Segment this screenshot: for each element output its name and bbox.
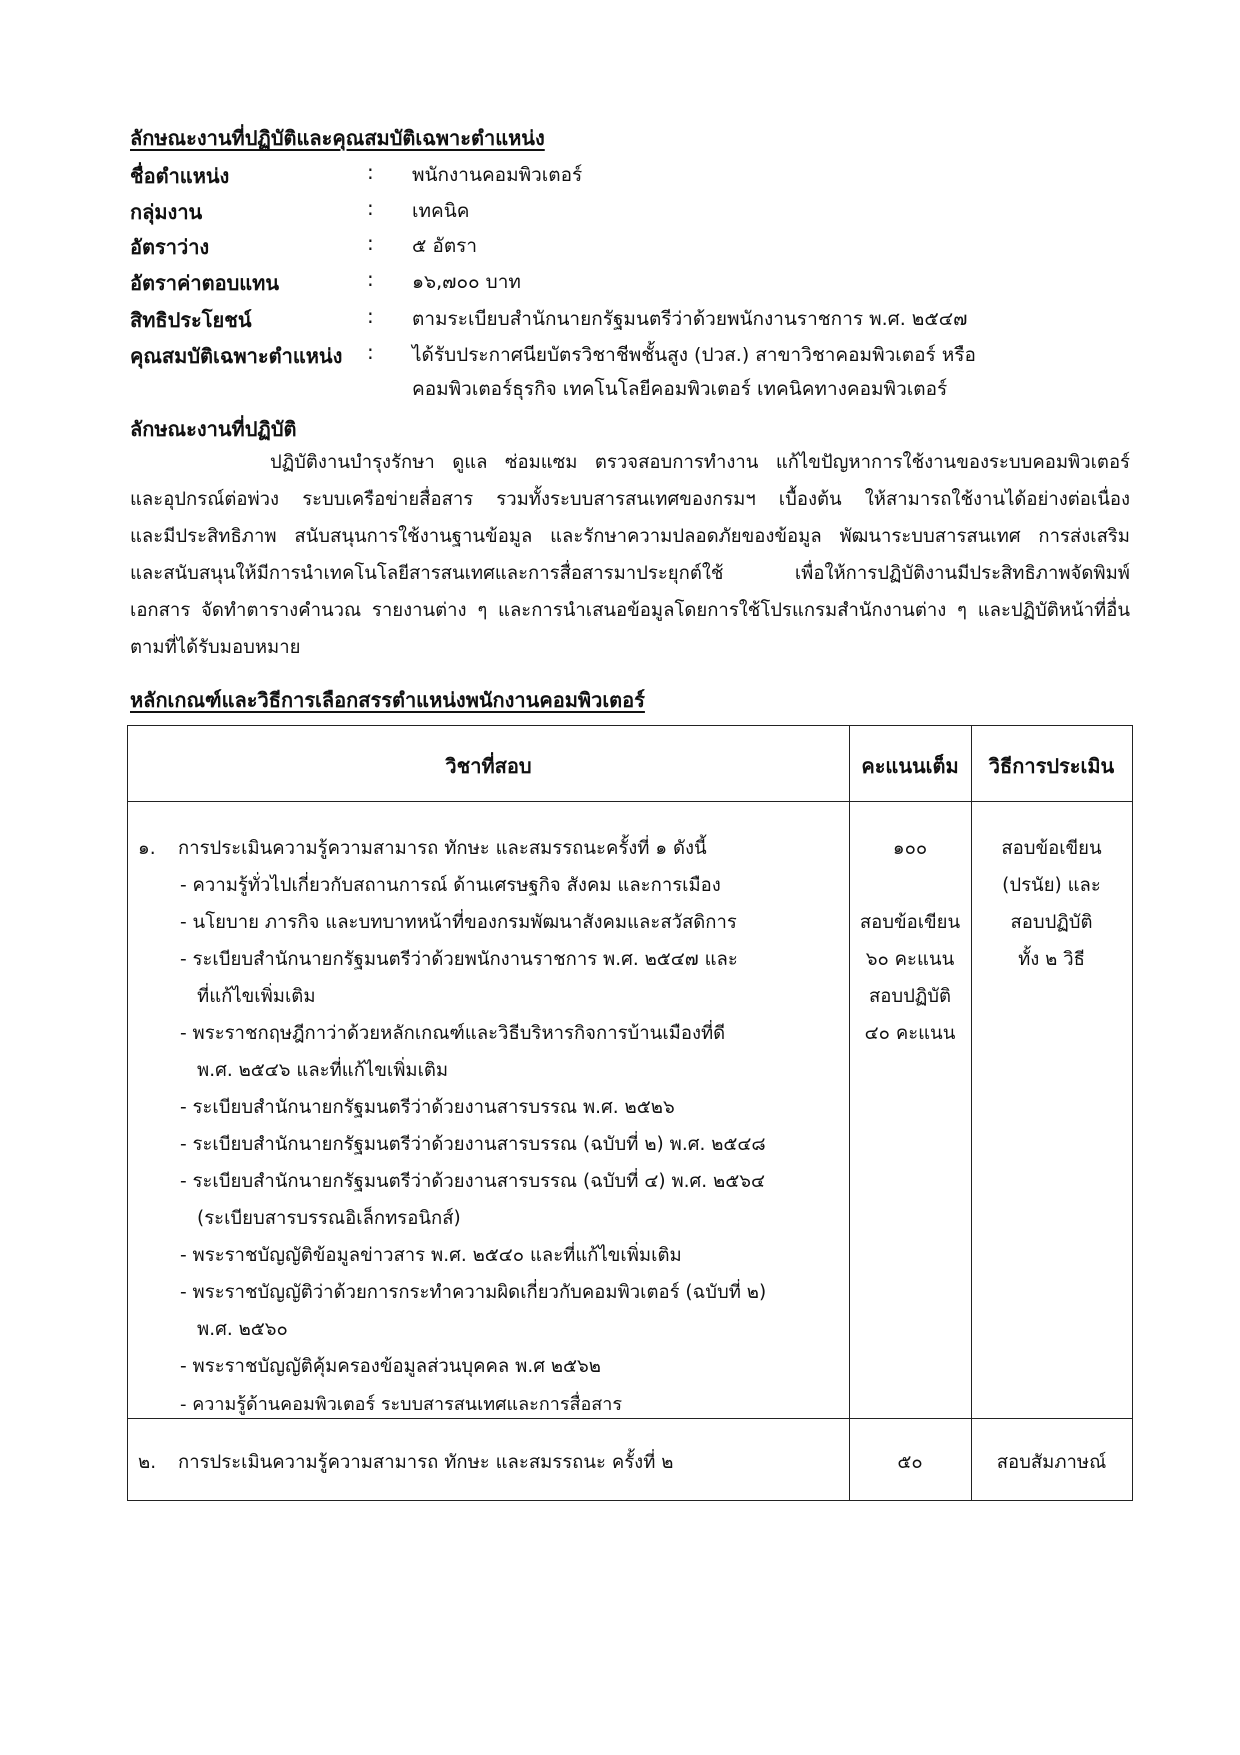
row1-method-line: ทั้ง ๒ วิธี [1018,949,1085,970]
row1-item: - ระเบียบสำนักนายกรัฐมนตรีว่าด้วยงานสารบรรณ พ.ศ. ๒๕๒๖ [180,1097,675,1118]
info-row-benefits [130,304,1130,338]
table-row-divider [128,1418,1132,1419]
row2-title: การประเมินความรู้ความสามารถ ทักษะ และสมรรถนะ ครั้งที่ ๒ [178,1452,674,1473]
info-colon: : [367,160,374,184]
row1-score-line: ๖๐ คะแนน [865,949,955,970]
row1-item-continued: พ.ศ. ๒๕๖๐ [197,1319,288,1340]
info-value: เทคนิค [412,200,470,222]
info-value-continued: คอมพิวเตอร์ธุรกิจ เทคโนโลยีคอมพิวเตอร์ เทคนิคทางคอมพิวเตอร์ [412,378,948,400]
info-label: อัตราว่าง [130,235,210,259]
row1-item: - ระเบียบสำนักนายกรัฐมนตรีว่าด้วยพนักงานราชการ พ.ศ. ๒๕๔๗ และ [180,949,738,970]
table-header-score: คะแนนเต็ม [861,754,959,778]
row1-item-continued: ที่แก้ไขเพิ่มเติม [197,986,316,1007]
info-row-work-group [130,196,1130,230]
selection-table [127,725,1133,1501]
row2-number: ๒. [138,1452,157,1473]
section-title-position-info: ลักษณะงานที่ปฏิบัติและคุณสมบัติเฉพาะตำแหน่ง [130,126,545,150]
row1-number: ๑. [138,838,156,859]
info-colon: : [367,340,374,364]
row1-item: - พระราชบัญญัติคุ้มครองข้อมูลส่วนบุคคล พ.ศ ๒๕๖๒ [180,1356,601,1377]
row1-item-continued: พ.ศ. ๒๕๔๖ และที่แก้ไขเพิ่มเติม [197,1060,449,1081]
row1-score-line: ๔๐ คะแนน [864,1023,956,1044]
table-header-divider [128,801,1132,802]
info-value: ๕ อัตรา [412,235,478,257]
row1-item-continued: (ระเบียบสารบรรณอิเล็กทรอนิกส์) [197,1208,461,1229]
duties-line: และสนับสนุนให้มีการนำเทคโนโลยีสารสนเทศและการสื่อสารมาประยุกต์ใช้ เพื่อให้การปฏิบัติงานมีประสิทธิภาพจัดพิมพ์ [130,563,1130,584]
row1-method-line: (ปรนัย) และ [1002,875,1101,896]
info-row-vacancies [130,231,1130,265]
info-label: สิทธิประโยชน์ [130,308,252,332]
info-value: ๑๖,๗๐๐ บาท [412,271,521,293]
info-colon: : [367,231,374,255]
table-header-method: วิธีการประเมิน [988,754,1115,778]
info-row-compensation [130,267,1130,301]
info-value: ได้รับประกาศนียบัตรวิชาชีพชั้นสูง (ปวส.) สาขาวิชาคอมพิวเตอร์ หรือ [412,344,976,366]
row1-item: - พระราชบัญญัติข้อมูลข่าวสาร พ.ศ. ๒๕๔๐ และที่แก้ไขเพิ่มเติม [180,1245,682,1266]
row1-item: - พระราชกฤษฎีกาว่าด้วยหลักเกณฑ์และวิธีบริหารกิจการบ้านเมืองที่ดี [180,1023,726,1044]
duties-line: และอุปกรณ์ต่อพ่วง ระบบเครือข่ายสื่อสาร รวมทั้งระบบสารสนเทศของกรมฯ เบื้องต้น ให้สามารถใช้งานได้อย่างต่อเนื่อง [130,489,1130,510]
row1-item: - พระราชบัญญัติว่าด้วยการกระทำความผิดเกี่ยวกับคอมพิวเตอร์ (ฉบับที่ ๒) [180,1282,767,1303]
row1-item: - ระเบียบสำนักนายกรัฐมนตรีว่าด้วยงานสารบรรณ (ฉบับที่ ๔) พ.ศ. ๒๕๖๔ [180,1171,765,1192]
info-colon: : [367,196,374,220]
info-row-qualifications [130,340,1130,410]
row1-item: - ระเบียบสำนักนายกรัฐมนตรีว่าด้วยงานสารบรรณ (ฉบับที่ ๒) พ.ศ. ๒๕๔๘ [180,1134,766,1155]
duties-line: ปฏิบัติงานบำรุงรักษา ดูแล ซ่อมแซม ตรวจสอบการทำงาน แก้ไขปัญหาการใช้งานของระบบคอมพิวเตอร์ [270,452,1130,473]
row1-method-line: สอบข้อเขียน [1001,838,1102,859]
row1-item: - นโยบาย ภารกิจ และบทบาทหน้าที่ของกรมพัฒนาสังคมและสวัสดิการ [180,912,737,933]
info-colon: : [367,304,374,328]
info-row-position-name [130,160,1130,194]
info-label: คุณสมบัติเฉพาะตำแหน่ง [130,344,343,368]
info-label: ชื่อตำแหน่ง [130,164,230,188]
row1-score-total: ๑๐๐ [892,838,928,859]
row2-method: สอบสัมภาษณ์ [996,1452,1107,1473]
info-value: พนักงานคอมพิวเตอร์ [412,164,583,186]
duties-line: ตามที่ได้รับมอบหมาย [130,637,301,658]
row1-score-line: สอบข้อเขียน [859,912,961,933]
row1-item: - ความรู้ด้านคอมพิวเตอร์ ระบบสารสนเทศและการสื่อสาร [180,1394,623,1415]
info-colon: : [367,267,374,291]
section-title-selection: หลักเกณฑ์และวิธีการเลือกสรรตำแหน่งพนักงานคอมพิวเตอร์ [130,688,645,712]
duties-title: ลักษณะงานที่ปฏิบัติ [130,417,297,441]
row1-item: - ความรู้ทั่วไปเกี่ยวกับสถานการณ์ ด้านเศรษฐกิจ สังคม และการเมือง [180,875,721,896]
info-label: กลุ่มงาน [130,200,203,224]
duties-line: และมีประสิทธิภาพ สนับสนุนการใช้งานฐานข้อมูล และรักษาความปลอดภัยของข้อมูล พัฒนาระบบสารสนเทศ การส่งเสริม [130,526,1130,547]
table-header-subject: วิชาที่สอบ [445,754,532,778]
row2-score: ๕๐ [897,1452,923,1473]
row1-method-line: สอบปฏิบัติ [1010,912,1093,933]
info-value: ตามระเบียบสำนักนายกรัฐมนตรีว่าด้วยพนักงานราชการ พ.ศ. ๒๕๔๗ [412,308,968,330]
duties-line: เอกสาร จัดทำตารางคำนวณ รายงานต่าง ๆ และการนำเสนอข้อมูลโดยการใช้โปรแกรมสำนักงานต่าง ๆ และปฏิบัติหน้าที่อื่น [130,600,1130,621]
row1-score-line: สอบปฏิบัติ [868,986,952,1007]
row1-title: การประเมินความรู้ความสามารถ ทักษะ และสมรรถนะครั้งที่ ๑ ดังนี้ [178,838,707,859]
info-label: อัตราค่าตอบแทน [130,271,280,295]
